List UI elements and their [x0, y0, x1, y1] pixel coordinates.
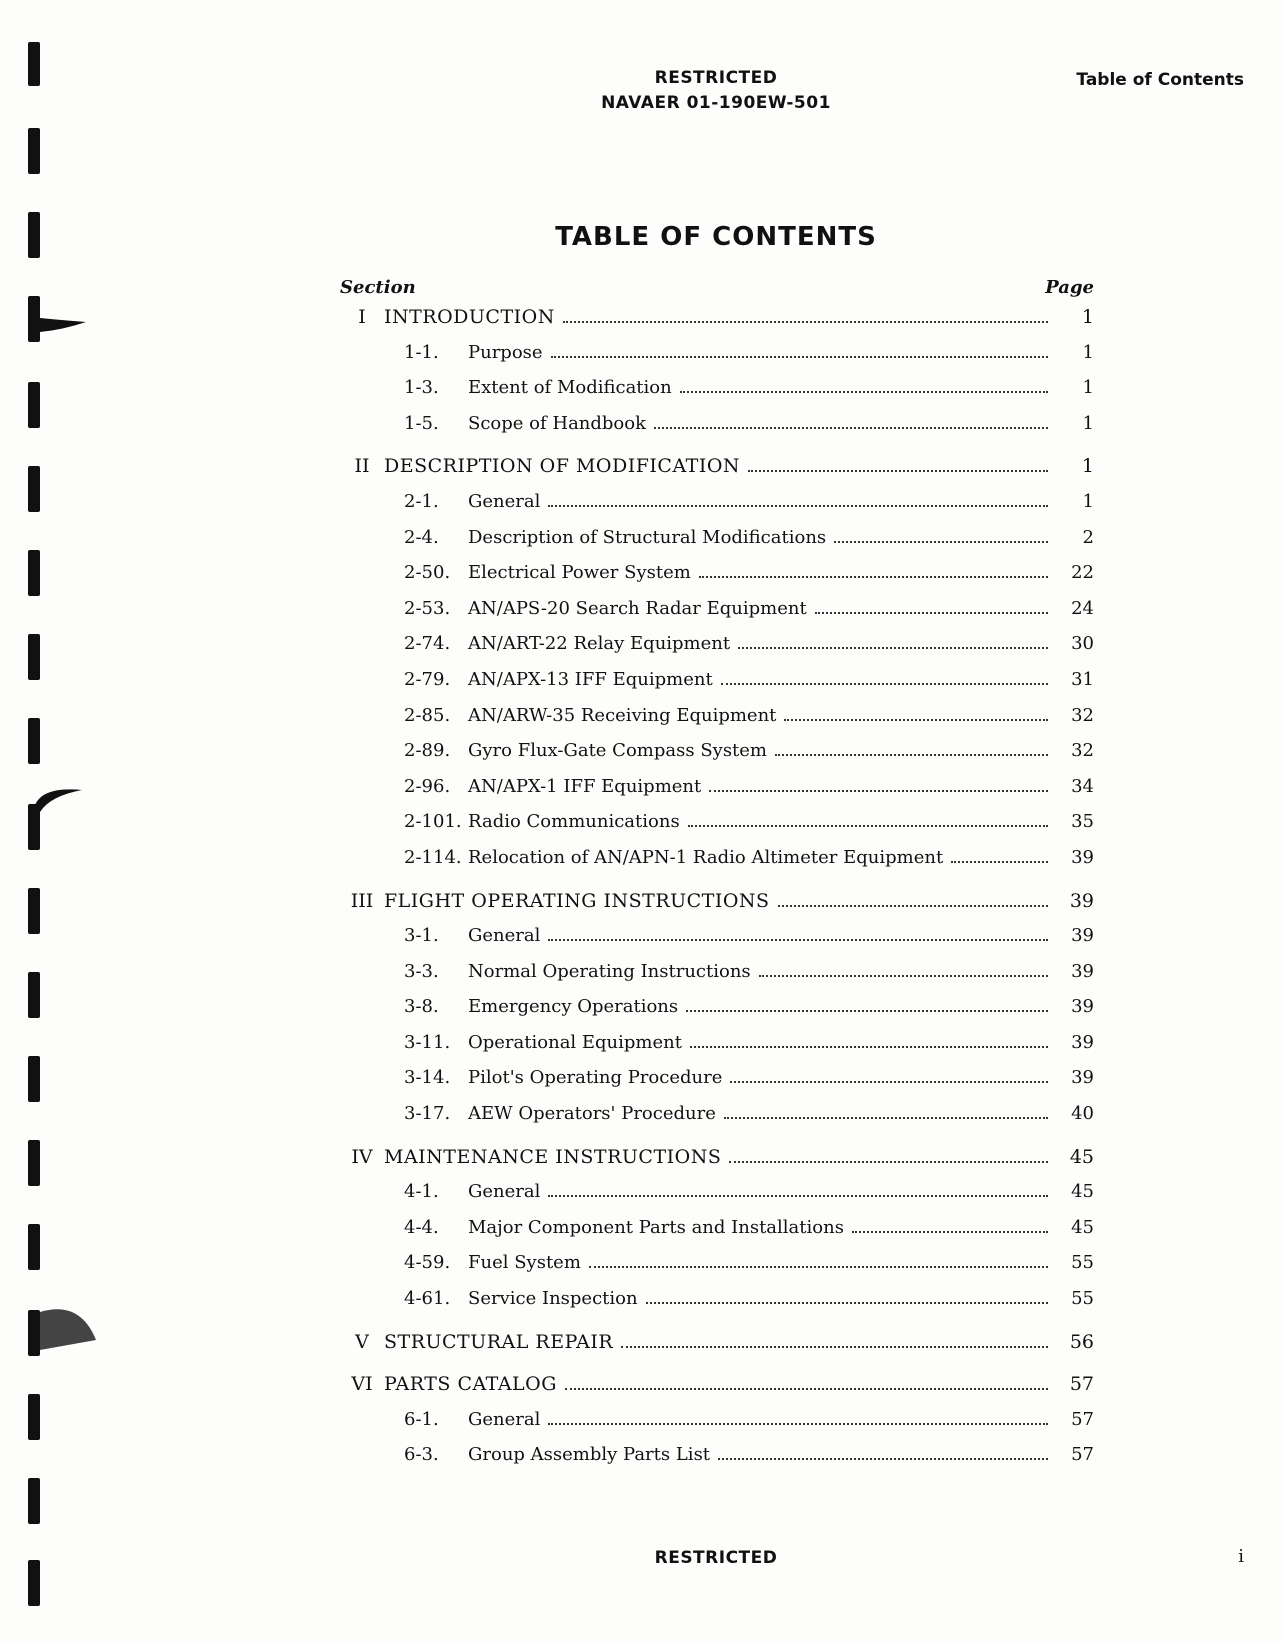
dot-leader — [718, 1454, 1048, 1460]
toc-entry-number: 1-3. — [404, 377, 439, 399]
toc-entry-page: 32 — [1071, 704, 1094, 726]
dot-leader — [815, 608, 1048, 614]
page-column-header: Page — [1045, 277, 1094, 298]
toc-entry-number: 2-79. — [404, 668, 451, 690]
toc-entry-title: Group Assembly Parts List — [468, 1444, 711, 1466]
toc-entry-row — [340, 1032, 1094, 1068]
toc-entry-page: 55 — [1071, 1288, 1094, 1310]
toc-entry-page: 24 — [1071, 597, 1094, 619]
toc-entry-title: General — [468, 925, 541, 947]
toc-entry-page: 40 — [1071, 1103, 1094, 1125]
toc-entry-title: PARTS CATALOG — [384, 1373, 557, 1396]
toc-entry-page: 1 — [1082, 341, 1094, 363]
toc-entry-number: IV — [351, 1145, 373, 1168]
toc-section-row — [340, 890, 1094, 926]
toc-section-row — [340, 1331, 1094, 1367]
toc-section-row — [340, 1373, 1094, 1409]
toc-entry-row — [340, 669, 1094, 705]
toc-entry-title: Emergency Operations — [468, 996, 679, 1018]
toc-entry-page: 56 — [1069, 1330, 1094, 1353]
toc-entry-page: 1 — [1081, 306, 1094, 328]
toc-entry-number: 2-4. — [404, 526, 439, 548]
toc-entry-number: 3-3. — [404, 960, 439, 982]
toc-entry-page: 1 — [1081, 455, 1094, 478]
toc-entry-page: 32 — [1071, 740, 1094, 762]
toc-entry-row — [340, 996, 1094, 1032]
toc-entry-title: AN/ARW-35 Receiving Equipment — [468, 704, 777, 726]
dot-leader — [834, 537, 1048, 543]
dot-leader — [690, 1042, 1048, 1048]
toc-entry-page: 45 — [1069, 1145, 1094, 1168]
toc-entry-title: General — [468, 1181, 541, 1203]
toc-entry-title: DESCRIPTION OF MODIFICATION — [384, 455, 741, 478]
toc-entry-number: 3-8. — [404, 996, 439, 1018]
toc-entry-page: 45 — [1071, 1216, 1094, 1238]
toc-entry-row — [340, 1409, 1094, 1445]
toc-entry-title: STRUCTURAL REPAIR — [384, 1330, 614, 1353]
toc-entry-title: Extent of Modification — [468, 377, 672, 399]
toc-entry-title: AEW Operators' Procedure — [468, 1103, 716, 1125]
toc-entry-number: 2-89. — [404, 740, 451, 762]
toc-entry-row — [340, 1103, 1094, 1139]
toc-entry-row — [340, 1288, 1094, 1324]
toc-entry-title: Radio Communications — [468, 811, 680, 833]
toc-entry-title: Relocation of AN/APN-1 Radio Altimeter Equipment — [468, 846, 944, 868]
toc-entry-page: 22 — [1071, 562, 1094, 584]
dot-leader — [721, 679, 1048, 685]
toc-entry-number: III — [350, 889, 374, 912]
dot-leader — [730, 1077, 1048, 1083]
toc-entry-number: 1-1. — [404, 341, 439, 363]
toc-section-row — [340, 1146, 1094, 1182]
toc-entry-number: 2-50. — [404, 562, 451, 584]
toc-entry-number: II — [354, 455, 370, 478]
section-column-header: Section — [340, 277, 416, 298]
toc-entry-number: 2-74. — [404, 633, 451, 655]
page-title: TABLE OF CONTENTS — [555, 222, 877, 252]
toc-entry-page: 34 — [1071, 775, 1094, 797]
toc-entry-title: FLIGHT OPERATING INSTRUCTIONS — [384, 889, 770, 912]
toc-entry-number: 4-1. — [404, 1181, 439, 1203]
toc-entry-number: 4-4. — [404, 1216, 439, 1238]
dot-leader — [548, 935, 1048, 941]
toc-entry-title: Scope of Handbook — [468, 412, 647, 434]
toc-entry-page: 39 — [1069, 889, 1094, 912]
toc-entry-title: General — [468, 1408, 541, 1430]
toc-entry-row — [340, 1217, 1094, 1253]
dot-leader — [563, 317, 1048, 323]
dot-leader — [951, 857, 1048, 863]
toc-entry-row — [340, 1067, 1094, 1103]
toc-section-row — [340, 306, 1094, 342]
toc-entry-page: 1 — [1082, 490, 1094, 512]
toc-entry-row — [340, 527, 1094, 563]
dot-leader — [699, 572, 1048, 578]
toc-entry-page: 57 — [1069, 1373, 1094, 1396]
dot-leader — [548, 501, 1048, 507]
toc-entry-page: 1 — [1082, 377, 1094, 399]
toc-entry-row — [340, 1252, 1094, 1288]
dot-leader — [551, 352, 1048, 358]
toc-entry-row — [340, 562, 1094, 598]
dot-leader — [589, 1262, 1048, 1268]
header-classification: RESTRICTED — [654, 68, 778, 88]
dot-leader — [621, 1342, 1048, 1348]
toc-entry-row — [340, 776, 1094, 812]
dot-leader — [686, 1006, 1048, 1012]
toc-entry-row — [340, 342, 1094, 378]
toc-entry-number: 4-59. — [404, 1252, 451, 1274]
toc-entry-title: Major Component Parts and Installations — [468, 1216, 844, 1238]
toc-entry-title: AN/APX-13 IFF Equipment — [468, 668, 713, 690]
toc-entry-title: Purpose — [468, 341, 543, 363]
toc-entry-title: AN/ART-22 Relay Equipment — [468, 633, 731, 655]
toc-entry-number: 6-3. — [404, 1444, 439, 1466]
toc-entry-title: MAINTENANCE INSTRUCTIONS — [384, 1145, 722, 1168]
toc-entry-page: 45 — [1071, 1181, 1094, 1203]
toc-entry-row — [340, 491, 1094, 527]
toc-entry-number: 1-5. — [404, 412, 439, 434]
toc-entry-row — [340, 705, 1094, 741]
toc-entry-title: Pilot's Operating Procedure — [468, 1067, 723, 1089]
toc-entry-title: AN/APX-1 IFF Equipment — [468, 775, 702, 797]
toc-entry-title: General — [468, 490, 541, 512]
toc-entry-page: 55 — [1071, 1252, 1094, 1274]
toc-entry-title: Fuel System — [468, 1252, 581, 1274]
toc-entry-title: AN/APS-20 Search Radar Equipment — [468, 597, 807, 619]
dot-leader — [775, 750, 1048, 756]
toc-entry-page: 2 — [1082, 526, 1094, 548]
dot-leader — [548, 1419, 1048, 1425]
toc-entry-number: 2-1. — [404, 490, 439, 512]
dot-leader — [759, 971, 1048, 977]
toc-entry-page: 39 — [1071, 1067, 1094, 1089]
toc-entry-page: 57 — [1071, 1444, 1094, 1466]
toc-entry-row — [340, 847, 1094, 883]
running-head: Table of Contents — [1076, 70, 1244, 90]
dot-leader — [646, 1298, 1048, 1304]
toc-entry-title: Service Inspection — [468, 1288, 638, 1310]
toc-list — [340, 306, 1094, 1480]
toc-entry-number: 3-11. — [404, 1031, 451, 1053]
dot-leader — [565, 1384, 1048, 1390]
dot-leader — [852, 1227, 1048, 1233]
toc-entry-row — [340, 377, 1094, 413]
toc-entry-page: 39 — [1071, 925, 1094, 947]
dot-leader — [688, 821, 1048, 827]
toc-entry-row — [340, 413, 1094, 449]
dot-leader — [709, 786, 1048, 792]
toc-entry-page: 39 — [1071, 960, 1094, 982]
dot-leader — [548, 1191, 1048, 1197]
toc-entry-number: 6-1. — [404, 1408, 439, 1430]
toc-entry-number: 2-85. — [404, 704, 451, 726]
toc-entry-number: I — [358, 306, 366, 328]
toc-entry-title: Gyro Flux-Gate Compass System — [468, 740, 768, 762]
toc-entry-title: INTRODUCTION — [384, 306, 555, 328]
page-folio: i — [1238, 1546, 1244, 1567]
toc-entry-number: 2-96. — [404, 775, 451, 797]
toc-entry-title: Normal Operating Instructions — [468, 960, 751, 982]
toc-entry-number: 2-53. — [404, 597, 451, 619]
dot-leader — [748, 466, 1048, 472]
toc-entry-row — [340, 1444, 1094, 1480]
dot-leader — [654, 423, 1048, 429]
toc-entry-row — [340, 1181, 1094, 1217]
toc-entry-number: 4-61. — [404, 1288, 451, 1310]
toc-entry-number: 2-101. — [404, 811, 462, 833]
toc-entry-number: VI — [351, 1373, 373, 1396]
dot-leader — [680, 387, 1048, 393]
toc-entry-row — [340, 633, 1094, 669]
toc-entry-row — [340, 925, 1094, 961]
toc-entry-page: 57 — [1071, 1408, 1094, 1430]
header-doc-number: NAVAER 01-190EW-501 — [601, 93, 831, 113]
toc-section-row — [340, 455, 1094, 491]
dot-leader — [724, 1113, 1048, 1119]
toc-entry-number: 3-17. — [404, 1103, 451, 1125]
toc-entry-title: Electrical Power System — [468, 562, 691, 584]
toc-entry-number: V — [355, 1330, 369, 1353]
toc-entry-row — [340, 811, 1094, 847]
toc-entry-page: 30 — [1071, 633, 1094, 655]
toc-entry-row — [340, 598, 1094, 634]
toc-entry-row — [340, 961, 1094, 997]
toc-entry-page: 39 — [1071, 846, 1094, 868]
dot-leader — [784, 715, 1048, 721]
toc-entry-page: 31 — [1071, 668, 1094, 690]
dot-leader — [778, 901, 1048, 907]
toc-entry-row — [340, 740, 1094, 776]
toc-entry-title: Operational Equipment — [468, 1031, 682, 1053]
toc-entry-page: 39 — [1071, 996, 1094, 1018]
dot-leader — [729, 1157, 1048, 1163]
toc-entry-page: 35 — [1071, 811, 1094, 833]
toc-entry-page: 1 — [1082, 412, 1094, 434]
footer-classification: RESTRICTED — [654, 1548, 778, 1568]
toc-entry-number: 2-114. — [404, 846, 462, 868]
toc-entry-number: 3-1. — [404, 925, 439, 947]
dot-leader — [738, 643, 1048, 649]
toc-entry-number: 3-14. — [404, 1067, 451, 1089]
toc-entry-page: 39 — [1071, 1031, 1094, 1053]
toc-entry-title: Description of Structural Modifications — [468, 526, 827, 548]
